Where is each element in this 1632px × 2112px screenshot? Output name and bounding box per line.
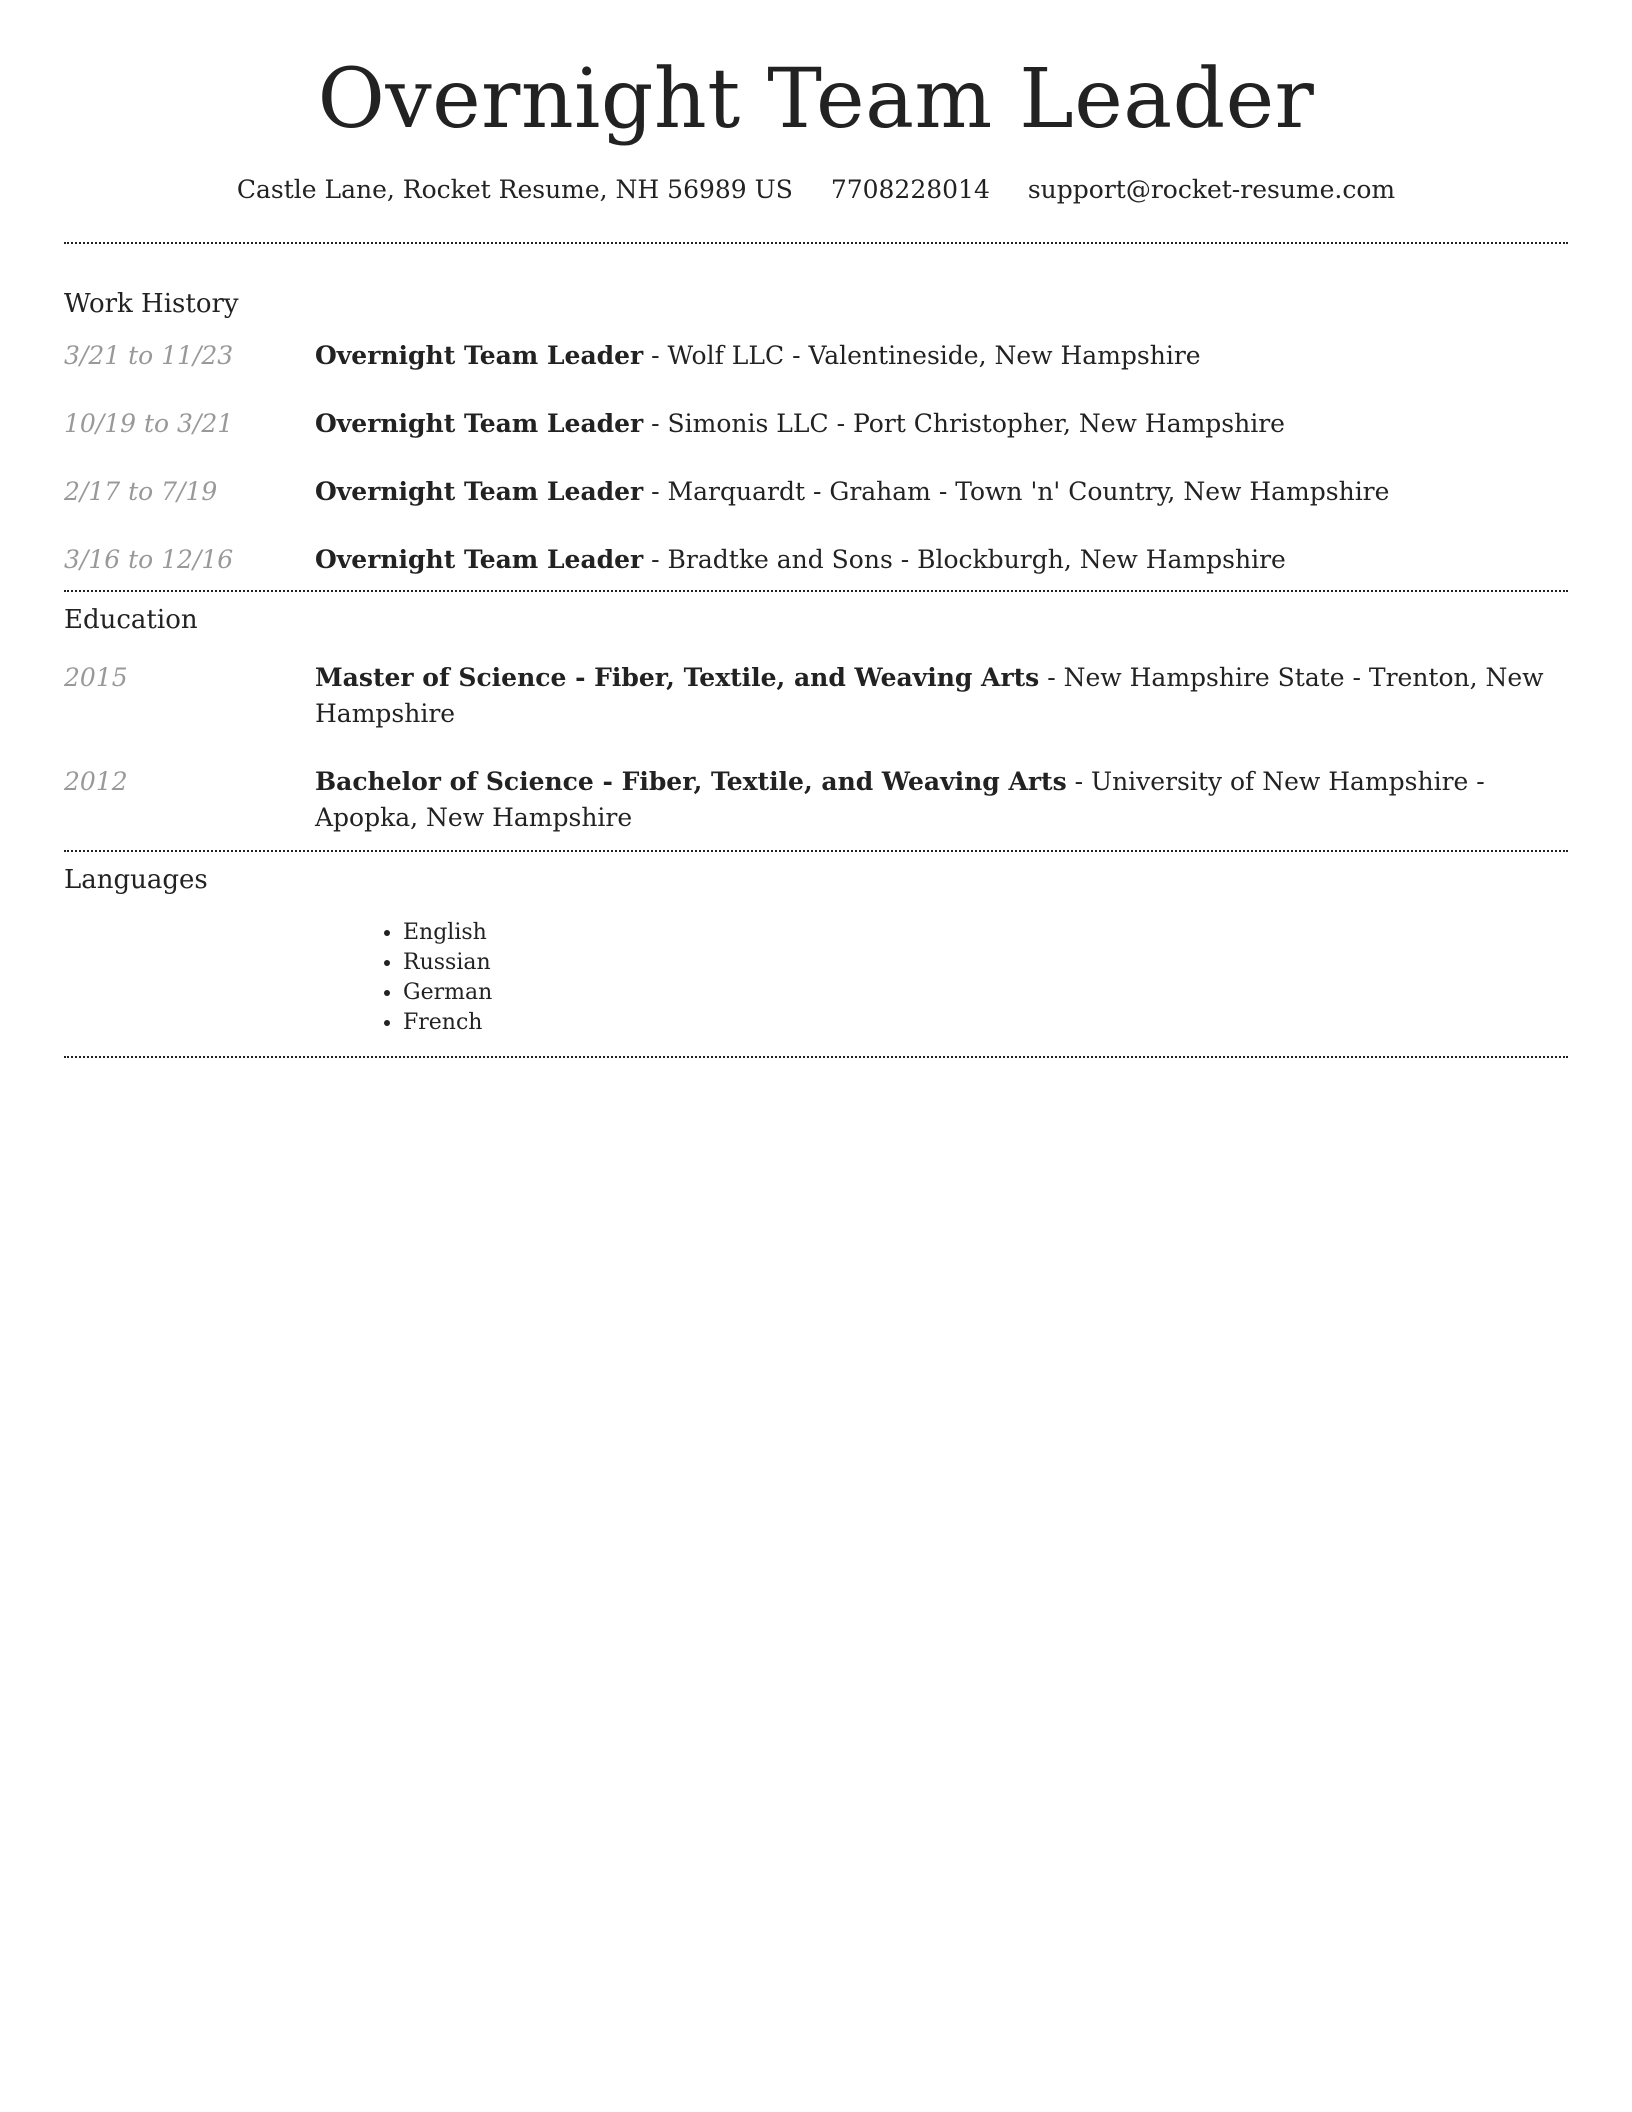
- work-role: Overnight Team Leader: [315, 477, 644, 506]
- work-details: - Marquardt - Graham - Town 'n' Country, New Hampshire: [643, 477, 1390, 506]
- work-history-item: [64, 338, 1568, 374]
- work-entry: [315, 338, 1568, 374]
- work-history-item: [64, 542, 1568, 578]
- language-item: • German: [403, 978, 1568, 1008]
- languages-list: [359, 918, 1568, 1038]
- work-details: - Wolf LLC - Valentineside, New Hampshire: [643, 341, 1201, 370]
- language-item: • English: [403, 918, 1568, 948]
- language-item: • French: [403, 1008, 1568, 1038]
- work-dates: 3/16 to 12/16: [64, 545, 234, 574]
- language-item: • Russian: [403, 948, 1568, 978]
- work-details: - Simonis LLC - Port Christopher, New Hampshire: [643, 409, 1285, 438]
- education-item: [64, 764, 1568, 836]
- work-history-title: Work History: [64, 289, 239, 319]
- work-dates: 2/17 to 7/19: [64, 477, 218, 506]
- work-dates: 3/21 to 11/23: [64, 341, 234, 370]
- education-title: Education: [64, 605, 198, 635]
- work-history-item: [64, 474, 1568, 510]
- work-role: Overnight Team Leader: [315, 545, 644, 574]
- resume-header: [64, 0, 1568, 206]
- work-entry: [315, 406, 1568, 442]
- candidate-name: Overnight Team Leader: [317, 52, 1315, 147]
- work-history-item: [64, 406, 1568, 442]
- education-details: - University of New Hampshire - Apopka, New Hampshire: [315, 767, 1485, 832]
- contact-phone: 7708228014: [830, 175, 990, 204]
- work-entry: [315, 474, 1568, 510]
- education-year: 2015: [64, 663, 128, 692]
- contact-info: [64, 174, 1568, 206]
- education-entry: [315, 660, 1568, 732]
- work-entry: [315, 542, 1568, 578]
- education-degree: Bachelor of Science - Fiber, Textile, and Weaving Arts: [315, 767, 1067, 796]
- education-details: - New Hampshire State - Trenton, New Hampshire: [315, 663, 1544, 728]
- work-details: - Bradtke and Sons - Blockburgh, New Hampshire: [643, 545, 1286, 574]
- section-divider: [64, 1056, 1568, 1058]
- work-history-section: [64, 244, 1568, 590]
- languages-title: Languages: [64, 865, 208, 895]
- languages-section: [64, 852, 1568, 1056]
- work-role: Overnight Team Leader: [315, 341, 644, 370]
- education-degree: Master of Science - Fiber, Textile, and Weaving Arts: [315, 663, 1040, 692]
- education-item: [64, 660, 1568, 732]
- contact-address: Castle Lane, Rocket Resume, NH 56989 US: [236, 175, 793, 204]
- work-role: Overnight Team Leader: [315, 409, 644, 438]
- education-section: [64, 592, 1568, 850]
- contact-email: support@rocket-resume.com: [1027, 175, 1396, 204]
- education-year: 2012: [64, 767, 128, 796]
- education-entry: [315, 764, 1568, 836]
- work-dates: 10/19 to 3/21: [64, 409, 234, 438]
